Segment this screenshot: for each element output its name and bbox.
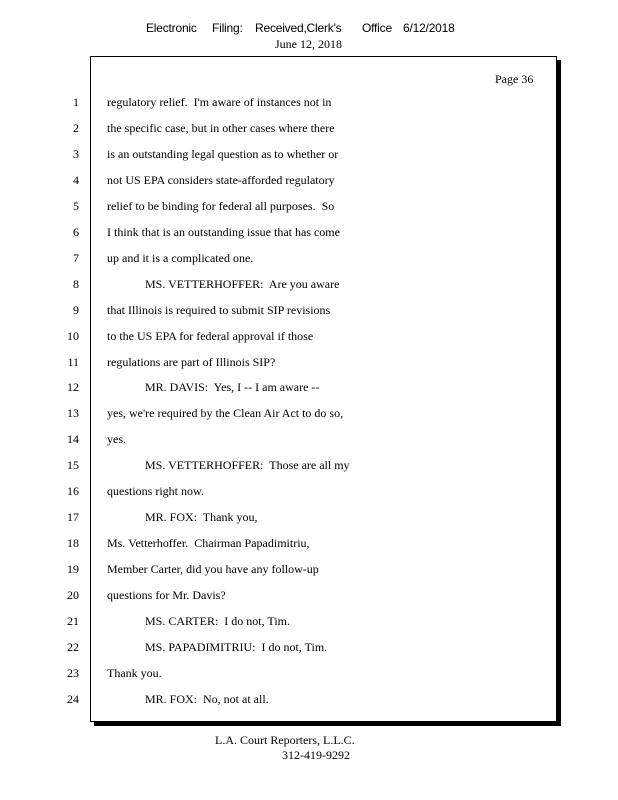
transcript-line: MS. PAPADIMITRIU: I do not, Tim. xyxy=(145,640,328,654)
transcript-line: relief to be binding for federal all purposes. So xyxy=(107,199,335,213)
transcript-line: MR. DAVIS: Yes, I -- I am aware -- xyxy=(145,380,320,394)
line-number: 9 xyxy=(73,303,79,317)
line-number: 1 xyxy=(73,95,79,109)
transcript-line: MR. FOX: Thank you, xyxy=(145,510,258,524)
footer-company: L.A. Court Reporters, L.L.C. xyxy=(215,733,355,747)
transcript-line: MS. VETTERHOFFER: Are you aware xyxy=(145,277,340,291)
stamp-filing: Filing: xyxy=(212,21,243,35)
transcript-line: is an outstanding legal question as to whether or xyxy=(107,147,339,161)
stamp-electronic: Electronic xyxy=(146,21,197,35)
footer-phone: 312-419-9292 xyxy=(282,748,350,762)
transcript-line: Member Carter, did you have any follow-up xyxy=(107,562,319,576)
line-number: 13 xyxy=(67,406,79,420)
line-number: 19 xyxy=(67,562,79,576)
line-number: 22 xyxy=(67,640,79,654)
line-number: 15 xyxy=(67,458,79,472)
transcript-line: questions for Mr. Davis? xyxy=(107,588,226,602)
transcript-line: that Illinois is required to submit SIP revisions xyxy=(107,303,331,317)
stamp-office: Office xyxy=(362,21,392,35)
line-number: 3 xyxy=(73,147,79,161)
stamp-date: 6/12/2018 xyxy=(403,21,455,35)
line-number: 21 xyxy=(67,614,79,628)
transcript-line: the specific case, but in other cases where there xyxy=(107,121,335,135)
line-number: 17 xyxy=(67,510,79,524)
line-number: 20 xyxy=(67,588,79,602)
transcript-line: to the US EPA for federal approval if those xyxy=(107,329,314,343)
line-number: 2 xyxy=(73,121,79,135)
line-number: 6 xyxy=(73,225,79,239)
transcript-line: Thank you. xyxy=(107,666,162,680)
line-number: 7 xyxy=(73,251,79,265)
transcript-line: up and it is a complicated one. xyxy=(107,251,254,265)
page-number: Page 36 xyxy=(495,72,534,86)
stamp-received: Received,Clerk's xyxy=(255,21,342,35)
line-number: 4 xyxy=(73,173,79,187)
line-number: 12 xyxy=(67,380,79,394)
line-number: 11 xyxy=(67,355,79,369)
line-number: 18 xyxy=(67,536,79,550)
transcript-line: Ms. Vetterhoffer. Chairman Papadimitriu, xyxy=(107,536,310,550)
line-number: 16 xyxy=(67,484,79,498)
transcript-line: MS. CARTER: I do not, Tim. xyxy=(145,614,290,628)
line-number: 8 xyxy=(73,277,79,291)
line-number: 10 xyxy=(67,329,79,343)
line-number: 24 xyxy=(67,692,79,706)
transcript-line: MR. FOX: No, not at all. xyxy=(145,692,269,706)
line-number: 14 xyxy=(67,432,79,446)
line-number: 23 xyxy=(67,666,79,680)
transcript-line: yes, we're required by the Clean Air Act to do so, xyxy=(107,406,344,420)
transcript-line: MS. VETTERHOFFER: Those are all my xyxy=(145,458,350,472)
transcript-line: regulations are part of Illinois SIP? xyxy=(107,355,276,369)
transcript-line: I think that is an outstanding issue that has come xyxy=(107,225,340,239)
transcript-line: yes. xyxy=(107,432,126,446)
transcript-line: questions right now. xyxy=(107,484,204,498)
filing-date: June 12, 2018 xyxy=(275,37,342,51)
transcript-line: not US EPA considers state-afforded regulatory xyxy=(107,173,335,187)
transcript-line: regulatory relief. I'm aware of instances not in xyxy=(107,95,332,109)
line-number: 5 xyxy=(73,199,79,213)
